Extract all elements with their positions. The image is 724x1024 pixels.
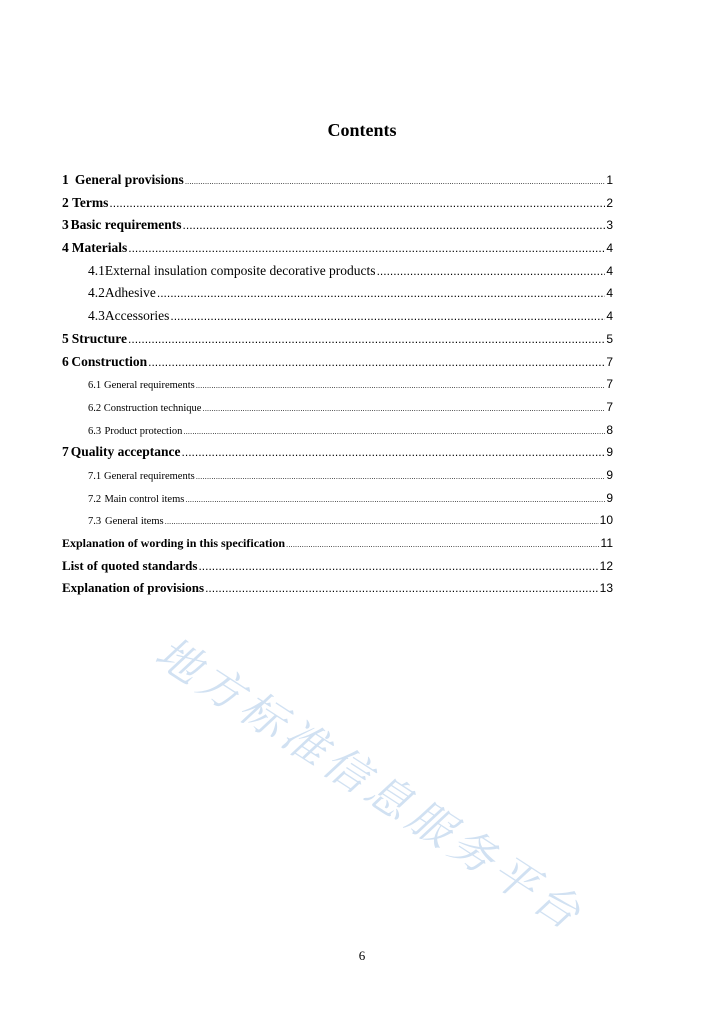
toc-page: 5 — [606, 331, 613, 346]
toc-number: 4.1 — [88, 262, 105, 278]
toc-number: 2 — [62, 194, 69, 210]
toc-page: 4 — [606, 263, 613, 278]
toc-number: 7.2 — [88, 493, 102, 505]
toc-page: 9 — [606, 445, 613, 460]
toc-title: Basic requirements — [70, 217, 182, 233]
toc-title: External insulation composite decorative products — [104, 262, 376, 278]
toc-title: Construction technique — [103, 402, 202, 414]
toc-number: 1 — [62, 172, 69, 187]
page-number: 6 — [358, 948, 366, 963]
toc-title: Adhesive — [104, 285, 156, 301]
toc-title: General items — [104, 516, 164, 528]
toc-page: 7 — [606, 354, 613, 369]
toc-entry-2[interactable] — [62, 192, 613, 215]
toc-title: List of quoted standards — [62, 557, 198, 573]
toc-number: 7.1 — [88, 470, 102, 482]
dot-leader — [165, 511, 599, 534]
toc-page: 4 — [606, 241, 613, 256]
toc-page: 1 — [606, 173, 613, 187]
toc-number: 7.3 — [88, 516, 102, 528]
toc-page: 3 — [606, 218, 613, 233]
dot-leader — [170, 305, 605, 328]
dot-leader — [198, 555, 598, 578]
dot-leader — [196, 466, 606, 489]
toc-page: 7 — [606, 399, 613, 414]
toc-entry-quoted-standards[interactable] — [62, 555, 613, 578]
table-of-contents — [62, 169, 613, 600]
toc-entry-4-3[interactable] — [62, 305, 613, 328]
dot-leader — [185, 171, 606, 194]
dot-leader — [182, 441, 606, 464]
toc-title: Materials — [71, 240, 128, 256]
dot-leader — [286, 534, 600, 557]
toc-title: Construction — [71, 353, 148, 369]
toc-title: Structure — [71, 330, 128, 346]
toc-entry-1[interactable] — [62, 169, 613, 192]
toc-title: Accessories — [104, 308, 170, 324]
toc-entry-7-3[interactable] — [62, 509, 613, 532]
toc-entry-4-2[interactable] — [62, 282, 613, 305]
toc-entry-6-3[interactable] — [62, 419, 613, 442]
dot-leader — [183, 421, 605, 444]
toc-number: 4.2 — [88, 285, 105, 301]
toc-title: Product protection — [104, 425, 183, 437]
toc-page: 12 — [599, 558, 613, 573]
toc-number: 5 — [62, 330, 69, 346]
toc-number: 6.1 — [88, 380, 102, 392]
toc-title: Explanation of provisions — [62, 580, 205, 596]
toc-entry-6[interactable] — [62, 351, 613, 374]
toc-page: 4 — [606, 309, 613, 324]
dot-leader — [128, 328, 605, 351]
toc-title: General requirements — [104, 380, 195, 392]
toc-page: 2 — [606, 195, 613, 210]
toc-entry-3[interactable] — [62, 214, 613, 237]
toc-entry-4-1[interactable] — [62, 260, 613, 283]
watermark: 地方标准信息服务平台 — [146, 627, 594, 943]
dot-leader — [128, 237, 605, 260]
toc-page: 9 — [606, 490, 613, 505]
toc-number: 6.2 — [88, 402, 102, 414]
toc-entry-5[interactable] — [62, 328, 613, 351]
dot-leader — [157, 282, 605, 305]
toc-title: Quality acceptance — [70, 444, 181, 460]
toc-number: 6.3 — [88, 425, 102, 437]
toc-page: 4 — [606, 286, 613, 301]
toc-page: 10 — [599, 513, 613, 528]
toc-entry-wording-explanation[interactable] — [62, 532, 613, 555]
dot-leader — [202, 398, 605, 421]
toc-title: Explanation of wording in this specification — [62, 536, 286, 550]
dot-leader — [109, 192, 605, 215]
toc-title: Main control items — [104, 493, 185, 505]
toc-entry-7-1[interactable] — [62, 464, 613, 487]
page-title: Contents — [327, 120, 397, 140]
toc-page: 13 — [599, 581, 613, 596]
toc-page: 11 — [600, 536, 613, 550]
toc-entry-6-2[interactable] — [62, 396, 613, 419]
toc-entry-7-2[interactable] — [62, 487, 613, 510]
toc-number: 4 — [62, 240, 69, 256]
toc-number: 3 — [62, 217, 69, 233]
toc-page: 9 — [606, 467, 613, 482]
dot-leader — [183, 214, 606, 237]
toc-page: 8 — [606, 422, 613, 437]
toc-entry-provisions-explanation[interactable] — [62, 577, 613, 600]
toc-entry-6-1[interactable] — [62, 373, 613, 396]
dot-leader — [205, 577, 599, 600]
dot-leader — [377, 260, 606, 283]
dot-leader — [185, 489, 605, 512]
toc-page: 7 — [606, 377, 613, 392]
dot-leader — [148, 351, 605, 374]
toc-entry-7[interactable] — [62, 441, 613, 464]
toc-number: 7 — [62, 444, 69, 460]
toc-title: General provisions — [74, 172, 184, 187]
toc-entry-4[interactable] — [62, 237, 613, 260]
toc-number: 6 — [62, 353, 69, 369]
toc-title: General requirements — [104, 470, 195, 482]
toc-number: 4.3 — [88, 308, 105, 324]
dot-leader — [196, 375, 606, 398]
toc-title: Terms — [72, 194, 109, 210]
